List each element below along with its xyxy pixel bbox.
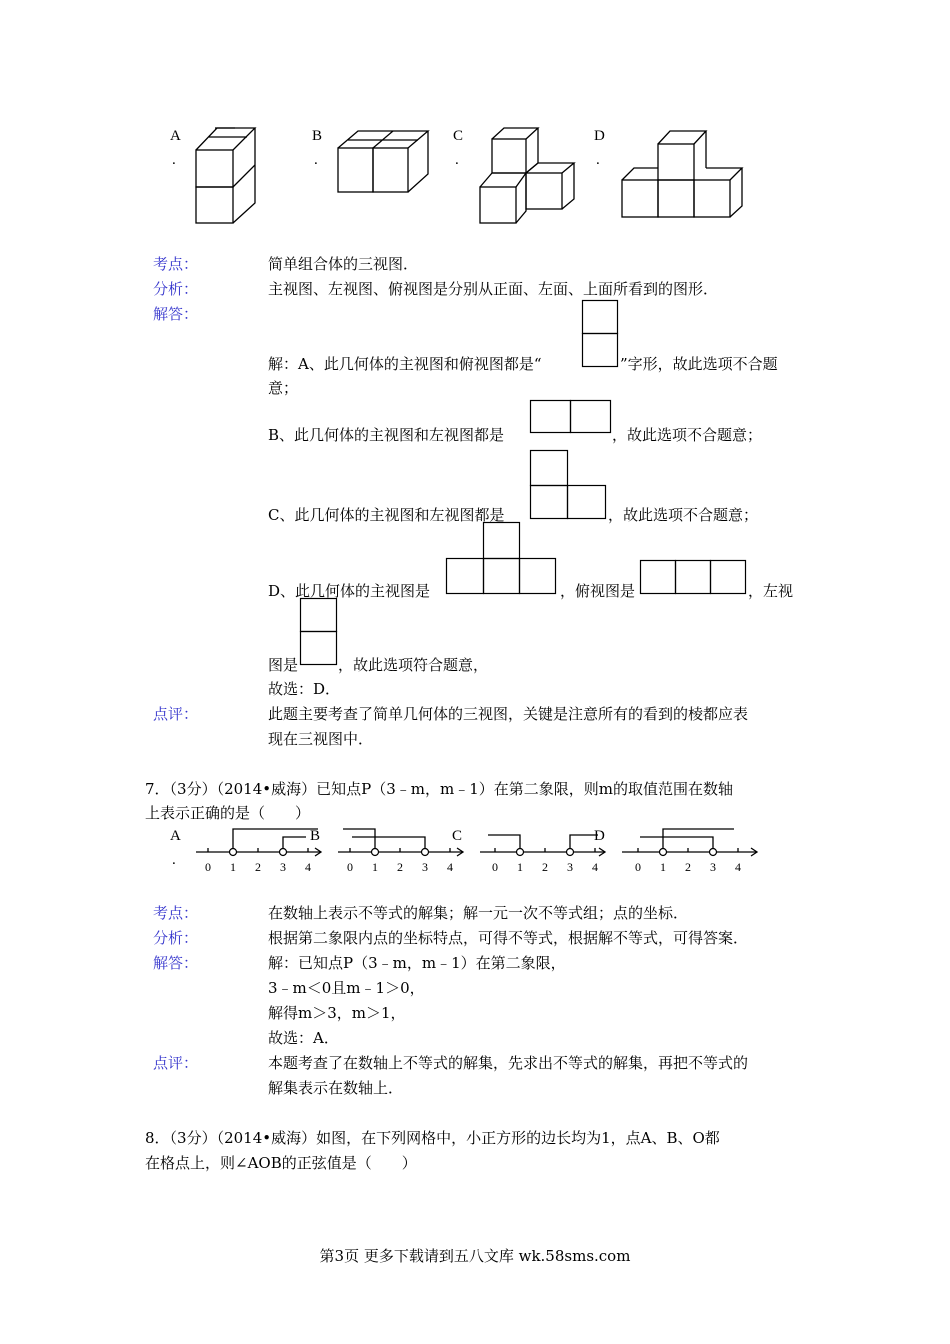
q7-kaodian-label: 考点： [153, 904, 199, 922]
q6-dianping-line2: 现在三视图中． [268, 730, 374, 748]
option-c-label: C [453, 128, 464, 144]
q6-sol-a-text1: 解：A、此几何体的主视图和俯视图都是“ [268, 355, 542, 373]
q7-sol-line1: 解：已知点P（3﹣m，m﹣1）在第二象限， [268, 954, 566, 972]
option-c-dot: . [455, 152, 459, 168]
q7-numberline-b [338, 825, 468, 875]
q6-kaodian-text: 简单组合体的三视图． [268, 255, 419, 273]
q7-answer: 故选：A． [268, 1029, 339, 1047]
tick-0: 0 [205, 860, 211, 874]
q6-sol-b-text2: ，故此选项不合题意； [612, 426, 763, 444]
tick-2: 2 [255, 860, 261, 874]
q7-dianping-line2: 解集表示在数轴上． [268, 1079, 404, 1097]
q7-option-a-label: A [170, 828, 181, 844]
tick-4: 4 [305, 860, 311, 874]
option-d-dot: . [596, 152, 600, 168]
q7-option-d-label: D [594, 828, 605, 844]
q7-option-c-label: C [452, 828, 463, 844]
q8-stem-line2: 在格点上，则∠AOB的正弦值是（ ） [145, 1154, 417, 1172]
q6-answer: 故选：D． [268, 680, 341, 698]
q7-fenxi-text: 根据第二象限内点的坐标特点，可得不等式，根据解不等式，可得答案． [268, 929, 749, 947]
q8-stem-line1: 8．（3分）（2014•威海）如图，在下列网格中，小正方形的边长均为1，点A、B、O都 [145, 1129, 720, 1147]
q6-sol-c-text1: C、此几何体的主视图和左视图都是 [268, 506, 505, 524]
option-b-label: B [312, 128, 323, 144]
option-a-dot: . [172, 152, 176, 168]
q6-fenxi-label: 分析： [153, 280, 199, 298]
tick-3: 3 [280, 860, 286, 874]
q7-jieda-label: 解答： [153, 954, 199, 972]
q7-option-b-label: B [310, 828, 321, 844]
q6-kaodian-label: 考点： [153, 255, 199, 273]
q6-sol-d-text4: 图是 [268, 656, 299, 674]
tick-2: 2 [685, 860, 691, 874]
tick-1: 1 [660, 860, 666, 874]
tick-4: 4 [735, 860, 741, 874]
q7-numberline-a [196, 825, 326, 875]
tick-1: 1 [517, 860, 523, 874]
q7-fenxi-label: 分析： [153, 929, 199, 947]
q7-stem-line1: 7．（3分）（2014•威海）已知点P（3﹣m，m﹣1）在第二象限，则m的取值范围在数轴 [145, 780, 733, 798]
q7-kaodian-text: 在数轴上表示不等式的解集；解一元一次不等式组；点的坐标． [268, 904, 689, 922]
q6-sol-d-text3: ，左视 [748, 582, 794, 600]
option-b-dot: . [314, 152, 318, 168]
q7-sol-line2: 3﹣m＜0且m﹣1＞0， [268, 979, 425, 997]
tick-4: 4 [447, 860, 453, 874]
tick-0: 0 [347, 860, 353, 874]
tick-1: 1 [372, 860, 378, 874]
page-footer: 第3页 更多下载请到五八文库 wk.58sms.com [319, 1247, 631, 1265]
tick-3: 3 [710, 860, 716, 874]
figure-d-cubes [620, 128, 750, 223]
q7-numberline-c [480, 825, 610, 875]
q6-dianping-label: 点评： [153, 705, 199, 723]
tick-4: 4 [592, 860, 598, 874]
figure-c-cubes [478, 125, 578, 225]
tick-3: 3 [422, 860, 428, 874]
q6-dianping-line1: 此题主要考查了简单几何体的三视图，关键是注意所有的看到的棱都应表 [268, 705, 749, 723]
q7-sol-line3: 解得m＞3，m＞1， [268, 1004, 406, 1022]
q6-sol-a-figure [582, 300, 620, 370]
q6-sol-d-text2: ，俯视图是 [560, 582, 636, 600]
q7-numberline-d [622, 825, 762, 875]
q6-sol-d-text1: D、此几何体的主视图是 [268, 582, 431, 600]
option-a-label: A [170, 128, 181, 144]
q6-sol-a-text3: 意； [268, 379, 299, 397]
q6-sol-b-figure [530, 400, 612, 434]
q6-sol-d-left-figure [300, 598, 340, 668]
tick-0: 0 [635, 860, 641, 874]
q6-fenxi-text: 主视图、左视图、俯视图是分别从正面、左面、上面所看到的图形． [268, 280, 719, 298]
q6-sol-d-top-figure [640, 560, 748, 596]
option-d-label: D [594, 128, 605, 144]
tick-1: 1 [230, 860, 236, 874]
tick-3: 3 [567, 860, 573, 874]
q6-sol-a-text2: ”字形，故此选项不合题 [620, 355, 778, 373]
tick-0: 0 [492, 860, 498, 874]
q7-dianping-label: 点评： [153, 1054, 199, 1072]
figure-a-cubes [195, 125, 265, 225]
tick-2: 2 [542, 860, 548, 874]
q7-dianping-line1: 本题考查了在数轴上不等式的解集，先求出不等式的解集，再把不等式的 [268, 1054, 749, 1072]
figure-b-cubes [336, 128, 436, 196]
tick-2: 2 [397, 860, 403, 874]
q6-sol-d-front-figure [446, 522, 558, 596]
q6-sol-b-text1: B、此几何体的主视图和左视图都是 [268, 426, 505, 444]
q7-option-a-dot: . [172, 852, 176, 868]
q6-sol-d-text5: ，故此选项符合题意， [338, 656, 489, 674]
q6-sol-c-text2: ，故此选项不合题意； [608, 506, 759, 524]
q7-stem-line2: 上表示正确的是（ ） [145, 804, 311, 822]
q6-jieda-label: 解答： [153, 305, 199, 323]
q6-sol-c-figure [530, 450, 608, 520]
